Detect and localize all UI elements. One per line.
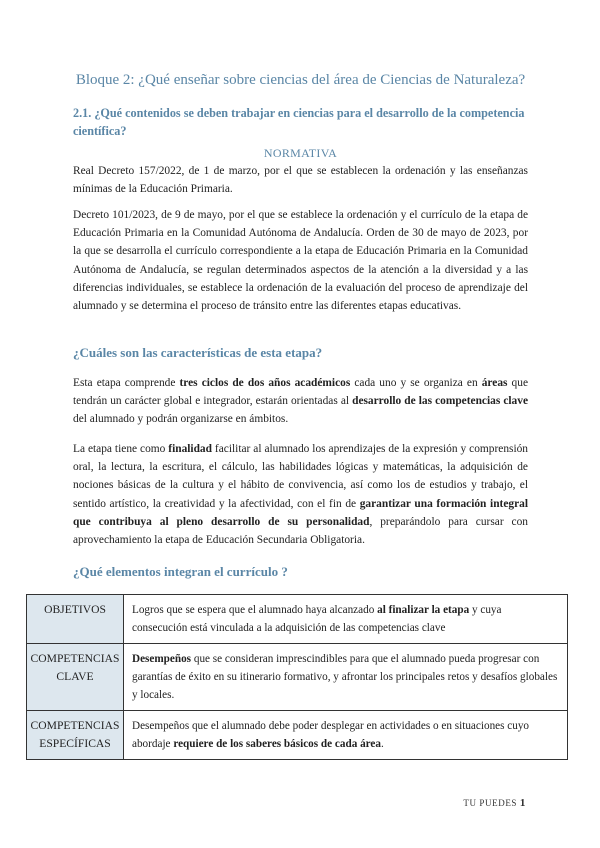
page-footer: [463, 797, 526, 809]
normativa-heading: NORMATIVA: [263, 146, 338, 160]
normativa-paragraph-2: Decreto 101/2023, de 9 de mayo, por el que se establece la ordenación y el currículo de la etapa de Educación Primaria en la Comunidad Autónoma de Andalucía. Orden de 30 de mayo de 2023, por la que se desarrolla el currículo correspondiente a la etapa de Educación Primaria en la Comunidad Autónoma de Andalucía, se regulan determinados aspectos de la atención a la diversidad y a las diferencias individuales, se establece la ordenación de la evaluación del proceso de aprendizaje del alumnado y se determina el proceso de tránsito entre las diferentes etapas educativas.: [73, 209, 528, 313]
table-value-competencias-especificas: Desempeños que el alumnado debe poder desplegar en actividades o en situaciones cuyo abordaje requiere de los saberes básicos de cada área.: [124, 711, 568, 760]
normativa-paragraph-1: Real Decreto 157/2022, de 1 de marzo, por el que se establecen la ordenación y las enseñanzas mínimas de la Educación Primaria.: [73, 165, 528, 196]
caracteristicas-paragraph-2: La etapa tiene como finalidad facilitar al alumnado los aprendizajes de la expresión y comprensión oral, la lectura, la escritura, el cálculo, las habilidades lógicas y matemáticas, la adquisición de nociones básicas de la cultura y el hábito de convivencia, así como los de estudios y trabajo, el sentido artístico, la creatividad y la afectividad, con el fin de garantizar una formación integral que contribuya al pleno desarrollo de su personalidad, preparándolo para cursar con aprovechamiento la etapa de Educación Secundaria Obligatoria.: [73, 443, 529, 547]
section-elementos-heading: ¿Qué elementos integran el currículo ?: [73, 564, 288, 579]
table-key-competencias-especificas: COMPETENCIAS ESPECÍFICAS: [27, 711, 124, 760]
section-subtitle: 2.1. ¿Qué contenidos se deben trabajar en ciencias para el desarrollo de la competencia científica?: [73, 106, 525, 138]
table-row: [27, 595, 568, 644]
table-value-objetivos: Logros que se espera que el alumnado haya alcanzado al finalizar la etapa y cuya consecución está vinculada a la adquisición de las competencias clave: [124, 595, 568, 644]
caracteristicas-paragraph-1: Esta etapa comprende tres ciclos de dos años académicos cada uno y se organiza en áreas que tendrán un carácter global e integrador, estarán orientadas al desarrollo de las competencias clave del alumnado y podrán organizarse en ámbitos.: [73, 377, 528, 426]
table-row: [27, 711, 568, 760]
table-key-competencias-clave: COMPETENCIAS CLAVE: [27, 644, 124, 711]
page-number: 1: [519, 797, 526, 809]
document-title: Bloque 2: ¿Qué enseñar sobre ciencias del área de Ciencias de Naturaleza?: [75, 72, 526, 88]
table-row: [27, 644, 568, 711]
footer-brand: TU PUEDES: [463, 798, 518, 808]
table-value-competencias-clave: Desempeños que se consideran imprescindibles para que el alumnado pueda progresar con garantías de éxito en su itinerario formativo, y afrontar los principales retos y desafíos globales y locales.: [124, 644, 568, 711]
table-key-objetivos: OBJETIVOS: [27, 595, 124, 644]
section-caracteristicas-heading: ¿Cuáles son las características de esta etapa?: [73, 345, 323, 360]
curriculum-table: [26, 594, 568, 760]
